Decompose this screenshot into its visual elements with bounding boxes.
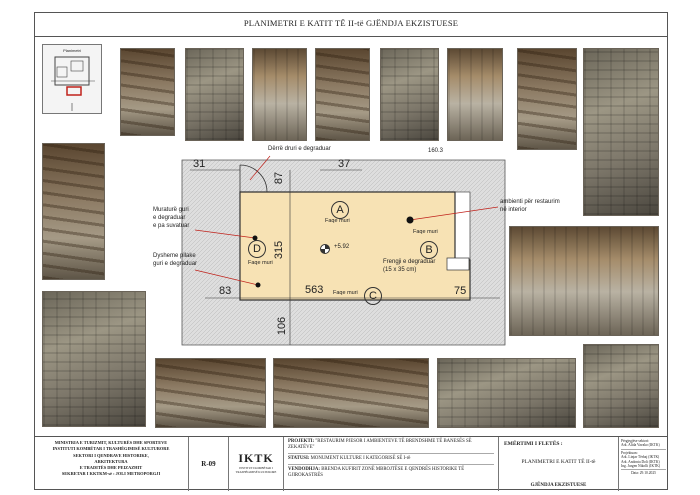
- sheet-name: EMËRTIMI I FLETËS : PLANIMETRI E KATIT TË II-të GJËNDJA EKZISTUESE: [499, 437, 619, 491]
- annotation-window: Frengji e degraduar (15 x 35 cm): [383, 259, 436, 273]
- annotation-floor: Dysheme pllake guri e degraduar: [153, 253, 198, 267]
- dim-87: 87: [273, 171, 286, 185]
- dim-563: 563: [305, 284, 324, 296]
- wall-marker-a: A: [331, 201, 349, 219]
- annotation-masonry: Muraturë guri e degraduar e pa suvatuar: [153, 207, 190, 229]
- ministry-block: MINISTRIA E TURIZMIT, KULTURËS DHE SPORTEVE INSTITUTI KOMBËTAR I TRASHËGIMISË KULTURORE SEKTORI I QENDRAVE HISTORIKE, ARKITEKTURA E TRADITËS DHE PEIZAZHIT SEKRETAR I KKTKM-së : JOLI METROPORGJI: [34, 437, 189, 491]
- annotation-ambient: ambienti për restaurim në interior: [500, 199, 560, 213]
- wall-label-a: Faqe muri: [325, 218, 350, 224]
- sheet-title: PLANIMETRI E KATIT TË II-të GJËNDJA EKZISTUESE: [243, 18, 459, 28]
- project-info: PROJEKTI: "RESTAURIM PJESOR I AMBIENTEVE TË BRENDSHME TË BANESËS SË ZEKATËVE" STATUSI: MONUMENT KULTURE I KATEGORISË SË I-rë VENDODHJA: BRENDA KUFIRIT ZONË MBROJTËSE E QENDRËS HISTORIKE TË GJIROKASTRËS: [284, 437, 499, 491]
- wall-marker-c: C: [364, 287, 382, 305]
- wall-label-b: Faqe muri: [413, 229, 438, 235]
- wall-marker-b: B: [420, 241, 438, 259]
- credits: Përgjegjëse sektori: Ark. Alida Vavako (IKTK) Projektuan: Ark. Linjar Tërbaj (IKTK) Ark. Andonia Doli (IKTK) Ing. Jurgen Nikolli (IKTK) Data: 29.10.2025: [619, 437, 668, 491]
- level-value: +5.92: [334, 244, 350, 250]
- dim-31: 31: [193, 158, 206, 170]
- dim-37: 37: [338, 158, 351, 170]
- title-block: [34, 436, 668, 490]
- wall-label-d: Faqe muri: [248, 260, 273, 266]
- dim-106: 106: [276, 316, 289, 336]
- wall-label-c: Faqe muri: [333, 290, 358, 296]
- dim-315: 315: [273, 240, 286, 260]
- iktk-logo: IKTK INSTITUTI KOMBËTAR I TRASHËGIMISË KULTURORE: [229, 437, 284, 491]
- key-plan-label: Planimetri: [63, 48, 81, 53]
- dim-75: 75: [454, 285, 467, 297]
- wall-marker-d: D: [248, 240, 266, 258]
- dim-160: 160.3: [428, 148, 444, 154]
- dim-83: 83: [219, 285, 232, 297]
- drawing-number: R-09: [189, 437, 229, 491]
- annotation-door: Dërrë druri e degraduar: [268, 146, 331, 152]
